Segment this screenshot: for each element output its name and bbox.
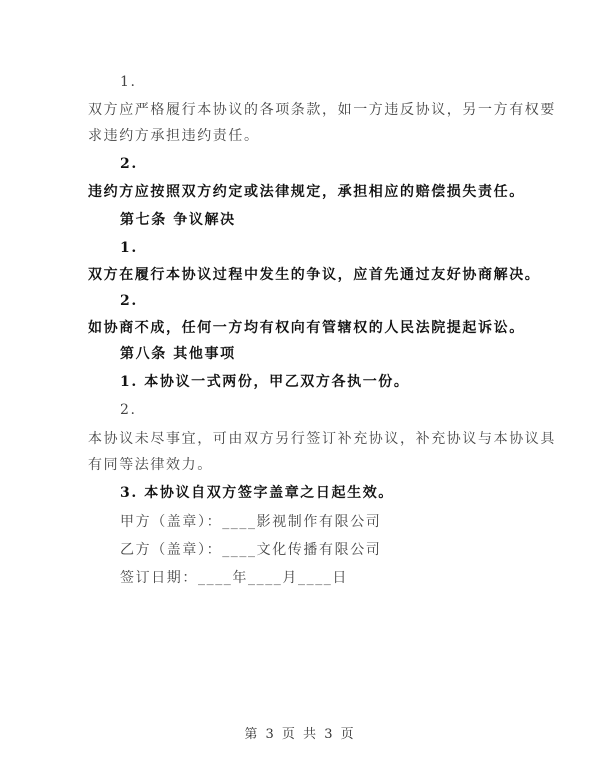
paragraph-line: 有同等法律效力。 (88, 457, 213, 473)
clause-item: 1. 本协议一式两份，甲乙双方各执一份。 (120, 374, 410, 390)
page-footer: 第 3 页 共 3 页 (244, 727, 356, 742)
clause-number: 1. (120, 240, 138, 256)
clause-item: 3. 本协议自双方签字盖章之日起生效。 (120, 485, 394, 501)
signature-party-a: 甲方（盖章）：____影视制作有限公司 (120, 514, 382, 530)
paragraph-line: 违约方应按照双方约定或法律规定，承担相应的赔偿损失责任。 (88, 184, 525, 200)
signing-date: 签订日期：____年____月____日 (120, 570, 348, 586)
signature-party-b: 乙方（盖章）：____文化传播有限公司 (120, 542, 382, 558)
clause-number: 2. (120, 156, 138, 172)
clause-number: 2. (120, 402, 137, 418)
paragraph-line: 本协议未尽事宜，可由双方另行签订补充协议，补充协议与本协议具 (88, 431, 556, 447)
clause-number: 2. (120, 293, 138, 309)
paragraph-line: 求违约方承担违约责任。 (88, 128, 260, 144)
paragraph-line: 如协商不成，任何一方均有权向有管辖权的人民法院提起诉讼。 (88, 320, 525, 336)
paragraph-line: 双方应严格履行本协议的各项条款，如一方违反协议，另一方有权要 (88, 102, 556, 118)
article-heading: 第七条 争议解决 (120, 212, 236, 228)
paragraph-line: 双方在履行本协议过程中发生的争议，应首先通过友好协商解决。 (88, 267, 541, 283)
clause-number: 1. (120, 74, 137, 90)
article-heading: 第八条 其他事项 (120, 346, 236, 362)
